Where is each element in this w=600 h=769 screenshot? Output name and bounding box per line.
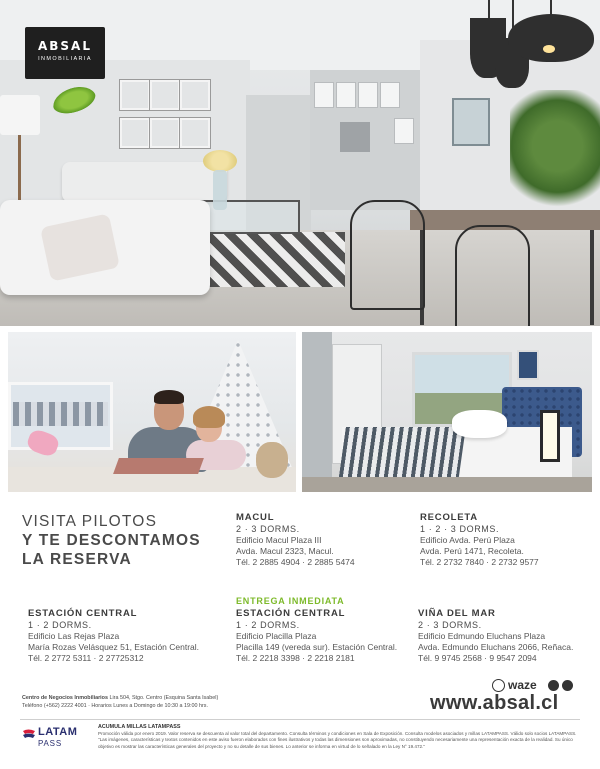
- legal-title: ACUMULA MILLAS LATAMPASS: [98, 724, 181, 730]
- location-phone: Tél. 2 2885 4904 · 2 2885 5474: [236, 557, 355, 567]
- sales-office-info: [22, 694, 352, 710]
- location-title: VIÑA DEL MAR: [418, 608, 496, 619]
- absal-logo: [25, 27, 105, 79]
- website-url[interactable]: www.absal.cl: [430, 692, 559, 714]
- father-hair: [154, 390, 184, 404]
- wire-chair: [455, 225, 530, 326]
- striped-blanket: [338, 427, 466, 482]
- logo-name: ABSAL: [37, 39, 92, 53]
- wall-picture: [452, 98, 490, 146]
- book: [113, 458, 204, 474]
- location-building: Edificio Placilla Plaza: [236, 631, 317, 641]
- location-estacion-central-las-rejas: [28, 608, 199, 664]
- kitchen-cabinet: [380, 82, 400, 108]
- location-phone: Tél. 2 2218 3398 · 2 2218 2181: [236, 653, 355, 663]
- pillow: [452, 410, 507, 438]
- wall-art: [517, 350, 539, 380]
- divider: [20, 719, 580, 720]
- location-phone: Tél. 2 2772 5311 · 2 27725312: [28, 653, 144, 663]
- location-building: Edificio Edmundo Eluchans Plaza: [418, 631, 546, 641]
- headline-line-2: Y TE DESCONTAMOS: [22, 532, 201, 549]
- wall-art-frame: [120, 80, 150, 110]
- location-title: RECOLETA: [420, 512, 478, 523]
- latam-name: LATAM: [38, 726, 78, 738]
- location-address: Avda. Edmundo Eluchans 2066, Reñaca.: [418, 642, 574, 652]
- wire-chair: [350, 200, 425, 310]
- vase: [213, 170, 227, 210]
- immediate-delivery-badge: ENTREGA INMEDIATA: [236, 596, 345, 606]
- location-dorms: 1 · 2 DORMS.: [236, 620, 300, 630]
- location-address: Avda. Perú 1471, Recoleta.: [420, 546, 524, 556]
- location-phone: Tél. 2 2732 7840 · 2 2732 9577: [420, 557, 539, 567]
- location-dorms: 1 · 2 · 3 DORMS.: [420, 524, 500, 534]
- kitchen-cabinet: [336, 82, 356, 108]
- wall-art-frame: [120, 118, 150, 148]
- location-address: Avda. Macul 2323, Macul.: [236, 546, 334, 556]
- logo-tagline: INMOBILIARIA: [38, 56, 92, 62]
- wall-art-frame: [150, 118, 180, 148]
- location-building: Edificio Macul Plaza III: [236, 535, 322, 545]
- plant: [510, 90, 600, 215]
- bedside-lamp: [540, 410, 560, 462]
- wall-art-frame: [180, 80, 210, 110]
- office-address: Centro de Negocios Inmobiliarios Lira 504, Stgo. Centro (Esquina Santa Isabel): [22, 695, 219, 701]
- location-phone: Tél. 9 9745 2568 · 9 9547 2094: [418, 653, 537, 663]
- waze-icon[interactable]: [492, 679, 505, 692]
- location-title: MACUL: [236, 512, 275, 523]
- location-building: Edificio Avda. Perú Plaza: [420, 535, 515, 545]
- headline: [22, 512, 222, 569]
- location-address: María Rozas Velásquez 51, Estación Central.: [28, 642, 200, 652]
- location-address: Placilla 149 (vereda sur). Estación Central.: [236, 642, 398, 652]
- headline-line-3: LA RESERVA: [22, 551, 132, 568]
- microwave: [394, 118, 414, 144]
- location-title: ESTACIÓN CENTRAL: [28, 608, 138, 619]
- sofa: [62, 162, 227, 202]
- legal-text: Promoción válida por enero 2019. Valor reserva se descuenta al valor total del departamento. Consulta términos y condiciones en Sala de Exposición. Consulta modelos asociados y millas LATAMPASS. Válido solo socios LATAMPASS. "Las imágenes, características y textos contenidos en este aviso fueron elaborados con fines ilustrativos y todas las dimensiones son aproximadas, no constituyendo necesariamente una representación exacta de la realidad. Su único objetivo es mostrar las características generales del proyecto y no su detalle de sus bienes. Lo anterior se informa en virtud de lo señalado en la Ley N° 19.472.": [98, 731, 577, 749]
- flowers: [203, 150, 237, 172]
- daughter-hair: [193, 406, 225, 428]
- floor-lamp: [0, 95, 40, 135]
- location-vina-del-mar: [418, 608, 573, 664]
- headline-line-1: VISITA PILOTOS: [22, 513, 158, 530]
- location-recoleta: [420, 512, 539, 568]
- pendant-lamp: [508, 14, 594, 62]
- location-dorms: 1 · 2 DORMS.: [28, 620, 92, 630]
- latam-pass-label: PASS: [38, 739, 62, 748]
- photo-kids-room: [8, 332, 296, 492]
- blanket: [13, 402, 108, 426]
- waze-label[interactable]: waze: [508, 678, 537, 692]
- teddy-bear: [256, 442, 288, 478]
- kitchen-cabinet: [314, 82, 334, 108]
- wall: [302, 332, 332, 492]
- office-hours: Teléfono (+562) 2222 4001 · Horarios Lunes a Domingo de 10:30 a 19:00 hrs.: [22, 703, 208, 709]
- kitchen-appliance: [340, 122, 370, 152]
- table-leg: [590, 230, 594, 325]
- floor: [302, 477, 592, 492]
- legal-disclaimer: [98, 724, 584, 750]
- instagram-icon[interactable]: [548, 680, 559, 691]
- location-macul: [236, 512, 355, 568]
- latam-logo-icon: [22, 727, 36, 741]
- wall-art-frame: [150, 80, 180, 110]
- location-title: ESTACIÓN CENTRAL: [236, 608, 346, 619]
- photo-bedroom: [302, 332, 592, 492]
- wall-art-frame: [180, 118, 210, 148]
- pendant-cord: [488, 0, 490, 20]
- location-dorms: 2 · 3 DORMS.: [418, 620, 482, 630]
- location-building: Edificio Las Rejas Plaza: [28, 631, 120, 641]
- lamp-light: [543, 45, 555, 53]
- facebook-icon[interactable]: [562, 680, 573, 691]
- location-estacion-central-placilla: [236, 608, 397, 664]
- kitchen-cabinet: [358, 82, 378, 108]
- location-dorms: 2 · 3 DORMS.: [236, 524, 300, 534]
